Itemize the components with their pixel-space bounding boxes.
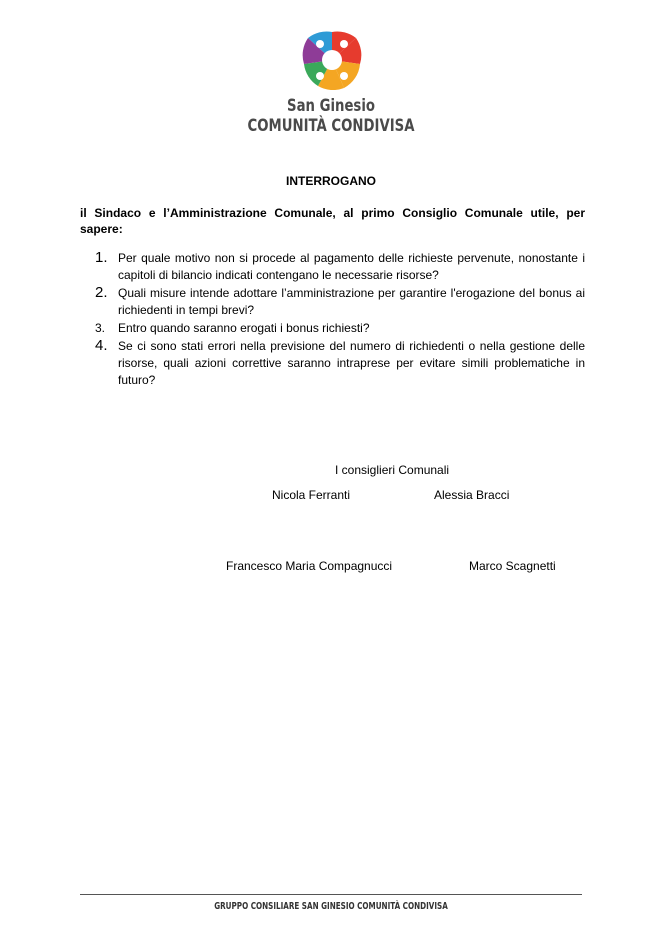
item-text: Quali misure intende adottare l’amministrazione per garantire l'erogazione del bonus ai richiedenti in tempi brevi?: [118, 286, 585, 317]
item-text: Entro quando saranno erogati i bonus richiesti?: [118, 321, 370, 335]
questions-list: [80, 250, 585, 390]
signatory-name: Alessia Bracci: [434, 488, 510, 502]
footer-divider: [80, 894, 582, 895]
signatory-name: Marco Scagnetti: [469, 559, 556, 573]
signatory-name: Nicola Ferranti: [272, 488, 351, 502]
list-item: [80, 250, 585, 284]
item-number: 4.: [95, 337, 108, 354]
footer-text: GRUPPO CONSILIARE SAN GINESIO COMUNITÀ CONDIVISA: [214, 901, 448, 912]
list-item: [80, 285, 585, 319]
brand-tagline: COMUNITÀ CONDIVISA: [247, 116, 415, 136]
item-number: 3.: [95, 321, 106, 335]
brand-name: San Ginesio: [287, 96, 375, 116]
intro-paragraph: il Sindaco e l’Amministrazione Comunale, al primo Consiglio Comunale utile, per sapere:: [80, 206, 585, 236]
item-text: Se ci sono stati errori nella previsione del numero di richiedenti o nella gestione delle risorse, quali azioni correttive saranno intraprese per evitare simili problematiche in futuro?: [118, 339, 585, 387]
item-number: 1.: [95, 249, 108, 266]
signatory-name: Francesco Maria Compagnucci: [226, 559, 393, 573]
item-text: Per quale motivo non si procede al pagamento delle richieste pervenute, nonostante i capitoli di bilancio indicati contengano le necessarie risorse?: [118, 251, 585, 282]
document-title: INTERROGANO: [286, 174, 376, 188]
community-logo-icon: [300, 30, 364, 90]
list-item: [80, 338, 585, 389]
item-number: 2.: [95, 284, 108, 301]
signatures-heading: I consiglieri Comunali: [335, 463, 450, 477]
list-item: [80, 320, 585, 337]
